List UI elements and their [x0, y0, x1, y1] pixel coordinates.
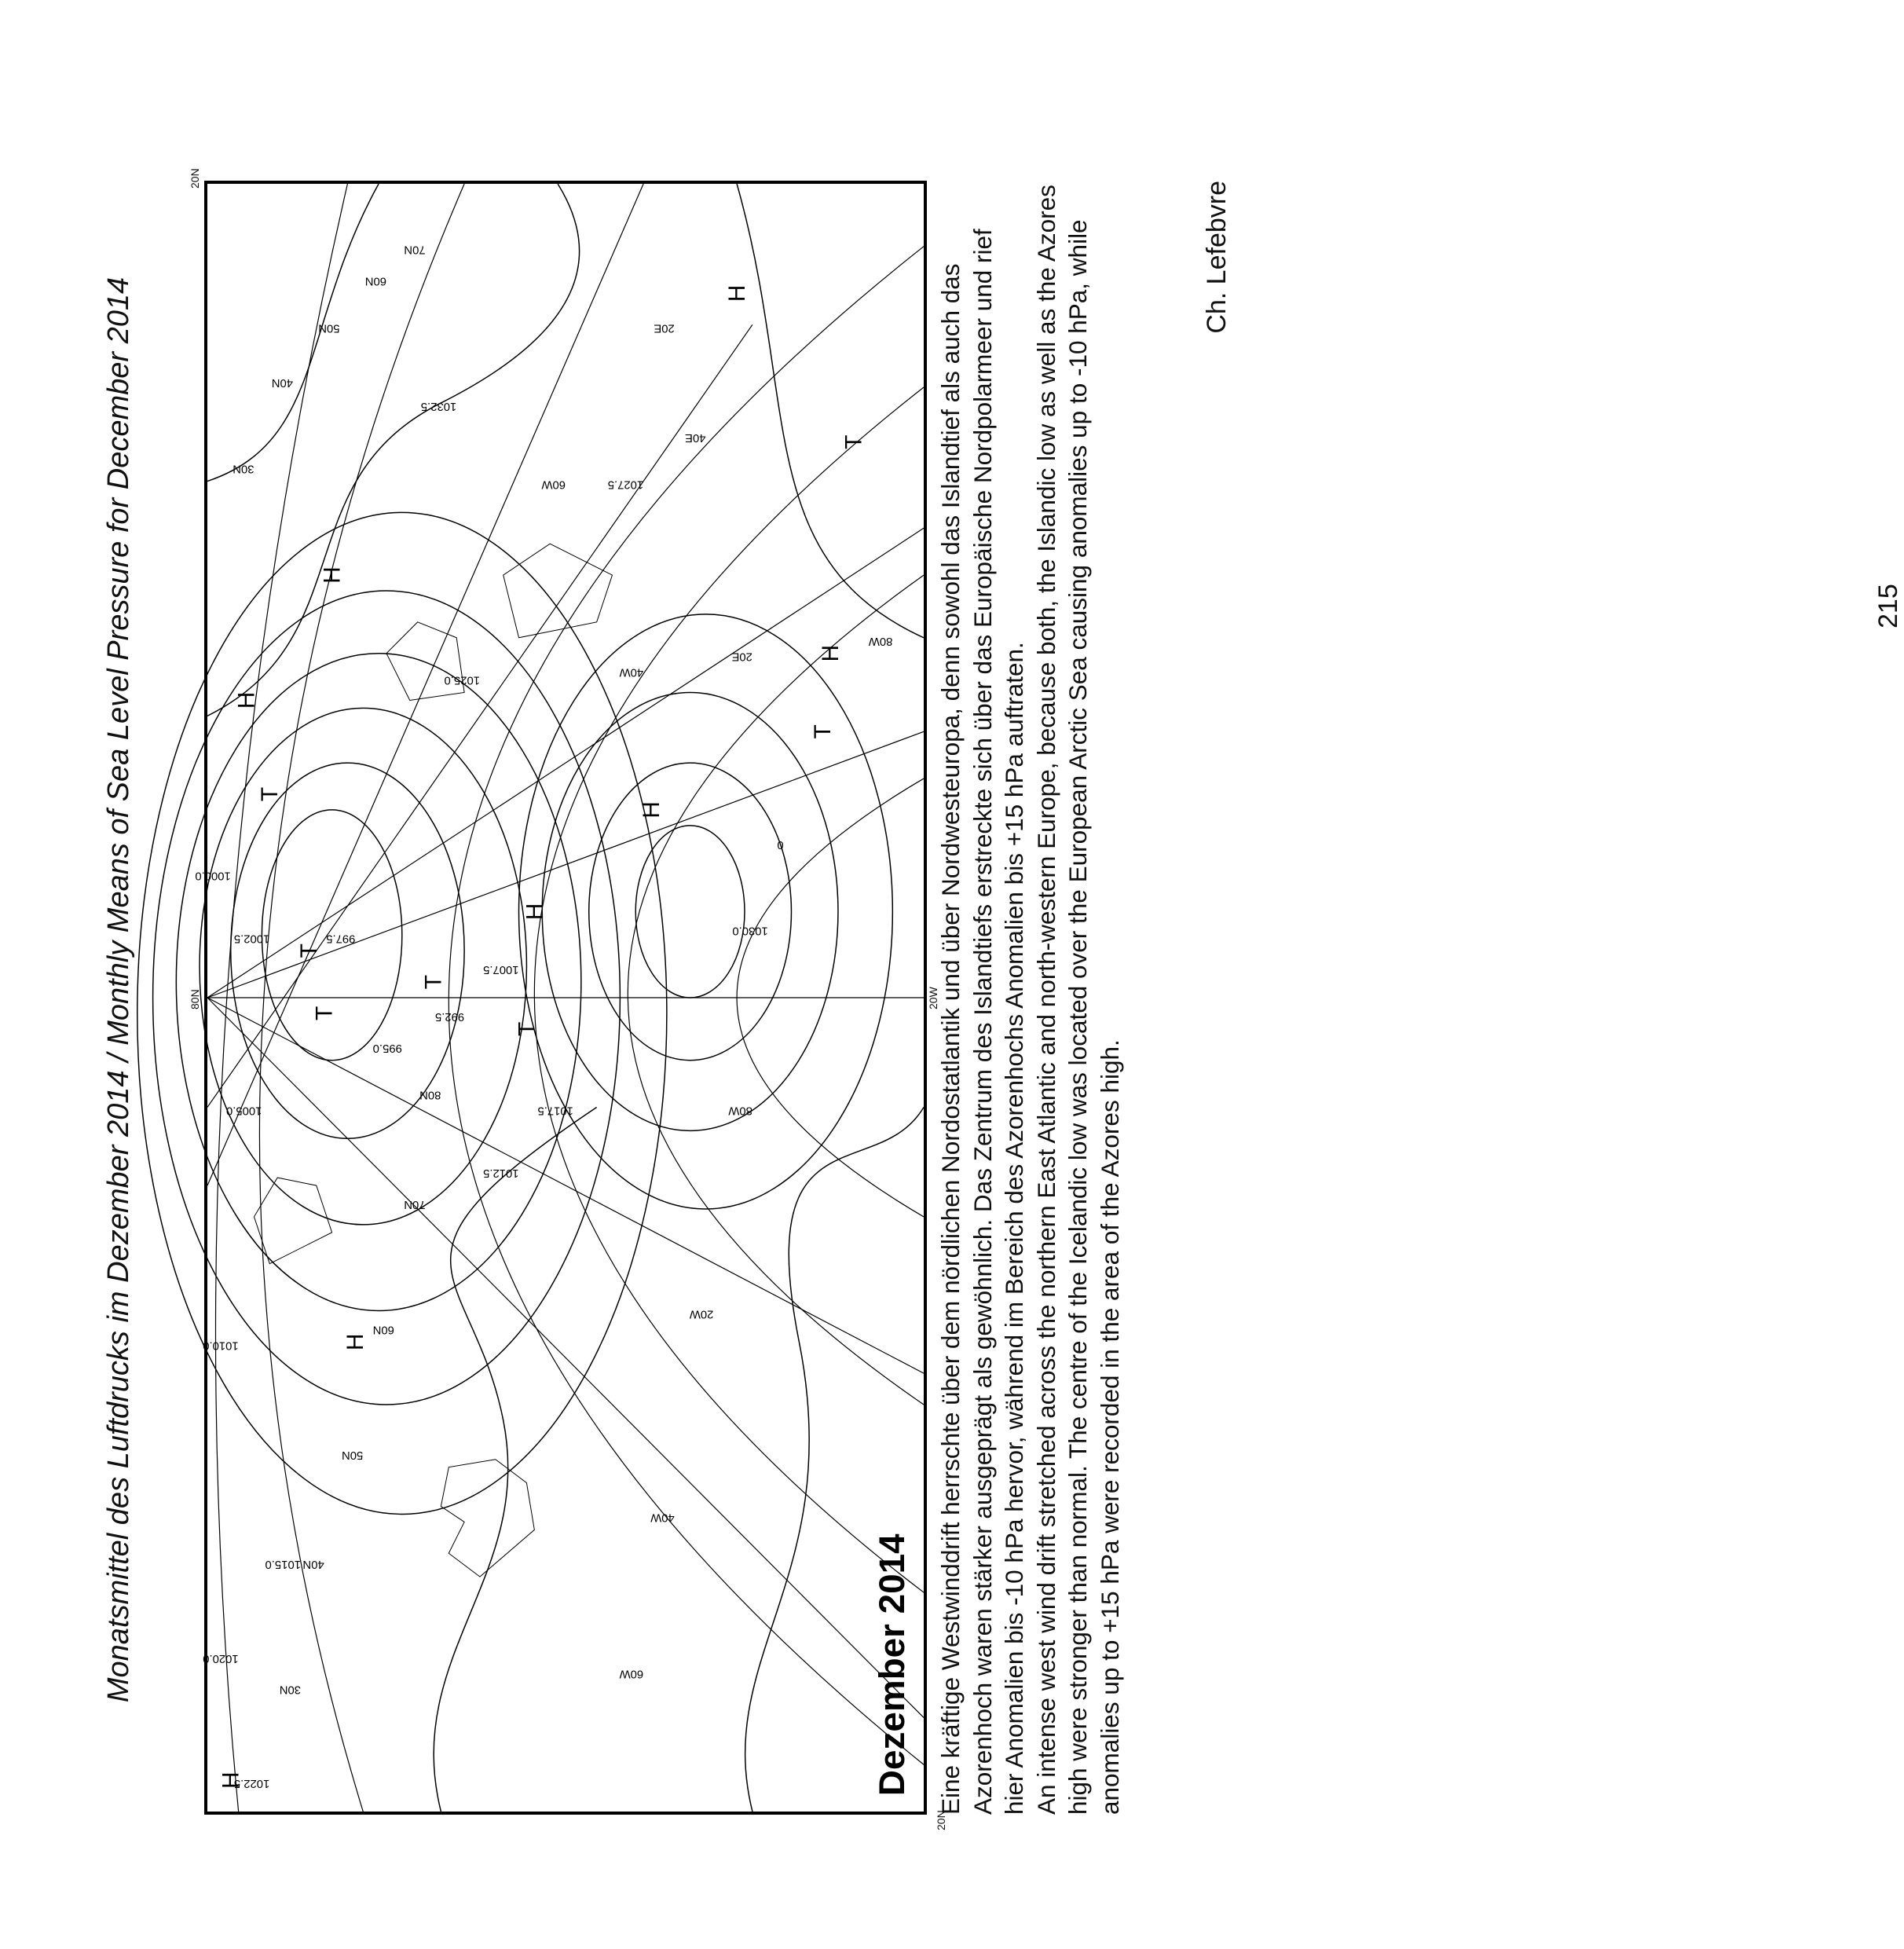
low-pressure-center: T [420, 974, 447, 990]
graticule-label: 40W [619, 665, 644, 679]
body-text [935, 181, 1126, 1815]
graticule-label: 70N [404, 243, 426, 256]
high-pressure-center: H [218, 1771, 244, 1789]
graticule-label: 20E [731, 650, 752, 663]
isobar [176, 654, 580, 1311]
text-english: An intense west wind drift stretched across the northern East Atlantic and north-western Europe, because both, the Islandic low as well as the Azores high were stronger than normal. The centre of the Icelandic low was located over the European Arctic Sea causing anomalies up to -10 hPa, while anomalies up to +15 hPa were recorded in the area of the Azores high. [1031, 185, 1124, 1815]
isobar [737, 184, 924, 638]
edge-label-right: 20N [189, 168, 201, 189]
coastline [386, 622, 464, 701]
rotated-page [102, 165, 1903, 1830]
graticule-label: 80W [728, 1104, 752, 1117]
graticule-label: 40N [271, 376, 294, 390]
isobar [231, 763, 464, 1138]
isobar [137, 512, 667, 1514]
high-pressure-center: H [818, 644, 844, 662]
graticule-label: 40E [684, 430, 706, 444]
low-pressure-center: T [295, 943, 322, 958]
isobar-label: 1022.5 [233, 1777, 270, 1790]
isobar-label: 1032.5 [420, 399, 457, 412]
isobar-label: 1012.5 [483, 1167, 519, 1180]
graticule-label: 60W [541, 478, 566, 491]
isobar-label: 1007.5 [483, 963, 519, 976]
high-pressure-center: H [639, 801, 665, 819]
coastline [254, 1178, 331, 1264]
graticule-label: 40N [302, 1558, 324, 1571]
page-number: 215 [1873, 584, 1903, 628]
edge-label-top: 80N [189, 989, 201, 1009]
isobar-label: 992.5 [434, 1009, 465, 1023]
isobar-label: 1017.5 [537, 1104, 573, 1117]
graticule-label: 30N [233, 462, 254, 475]
isobar [207, 184, 379, 482]
edge-label-left: 20N [935, 1810, 947, 1830]
panel-label: Dezember 2014 [872, 1533, 913, 1797]
isobar-label: 1025.0 [444, 673, 480, 687]
meridian-line [207, 528, 924, 998]
low-pressure-center: T [311, 1006, 338, 1021]
isobar [519, 614, 893, 1209]
isobar [434, 1107, 596, 1812]
isobar [542, 693, 838, 1131]
isobar-label: 997.5 [326, 932, 356, 945]
isobar [200, 708, 526, 1224]
pressure-map [195, 181, 927, 1815]
graticule-label: 60W [619, 1667, 644, 1680]
coastline [503, 544, 613, 638]
isobar-label: 1030.0 [732, 924, 768, 937]
page-title: Monatsmittel des Luftdrucks im Dezember 2014 / Monthly Means of Sea Level Pressure for December 2014 [102, 277, 135, 1703]
text-german: Eine kräftige Westwinddrift herrschte über dem nördlichen Nordostatlantik und über Nordwesteuropa, denn sowohl das Islandtief als auch das Azorenhoch waren stärker ausgeprägt als gewöhnlich. Das Zentrum des Islandtiefs erstreckte sich über das Europäische Nordpolarmeer und rief hier Anomalien bis -10 hPa hervor, während im Bereich des Azorenhochs Anomalien bis +15 hPa auftraten. [936, 229, 1028, 1815]
graticule-label: 40W [650, 1511, 675, 1524]
high-pressure-center: H [319, 566, 346, 584]
isobar-label: 1027.5 [607, 478, 644, 491]
graticule-label: 80N [419, 1088, 441, 1101]
isobar-label: 1020.0 [203, 1651, 239, 1665]
low-pressure-center: T [514, 1021, 540, 1036]
graticule-label: 60N [364, 274, 386, 288]
isobar-label: 1010.0 [203, 1339, 239, 1352]
edge-label-bottom: 20W [927, 987, 939, 1009]
coastline [441, 1460, 534, 1577]
graticule-label: 20W [689, 1307, 714, 1321]
graticule-label: 0 [777, 837, 784, 851]
high-pressure-center: H [233, 691, 260, 709]
high-pressure-center: H [724, 284, 750, 302]
isobar-label: 995.0 [372, 1041, 402, 1054]
low-pressure-center: T [257, 786, 284, 802]
meridian-line [207, 324, 752, 1107]
isobar-label: 1002.5 [233, 932, 270, 945]
isobar-label: 1005.0 [225, 1104, 262, 1117]
graticule-label: 50N [341, 1448, 364, 1461]
high-pressure-center: H [522, 903, 548, 921]
author: Ch. Lefebvre [1202, 181, 1232, 334]
high-pressure-center: H [342, 1333, 369, 1351]
isobar [207, 184, 580, 716]
graticule-label: 20E [654, 321, 675, 335]
parallel-line [534, 387, 924, 1592]
isobar-map [195, 184, 924, 1812]
isobar-label: 1015.0 [265, 1558, 301, 1571]
isobar-label: 1000.0 [195, 869, 231, 882]
low-pressure-center: T [840, 434, 867, 449]
graticule-label: 70N [404, 1197, 426, 1211]
low-pressure-center: T [810, 724, 837, 739]
graticule-label: 80W [868, 634, 893, 647]
graticule-label: 60N [372, 1323, 394, 1336]
graticule-label: 30N [279, 1683, 301, 1696]
graticule-label: 50N [318, 321, 340, 335]
parallel-line [449, 247, 924, 1765]
